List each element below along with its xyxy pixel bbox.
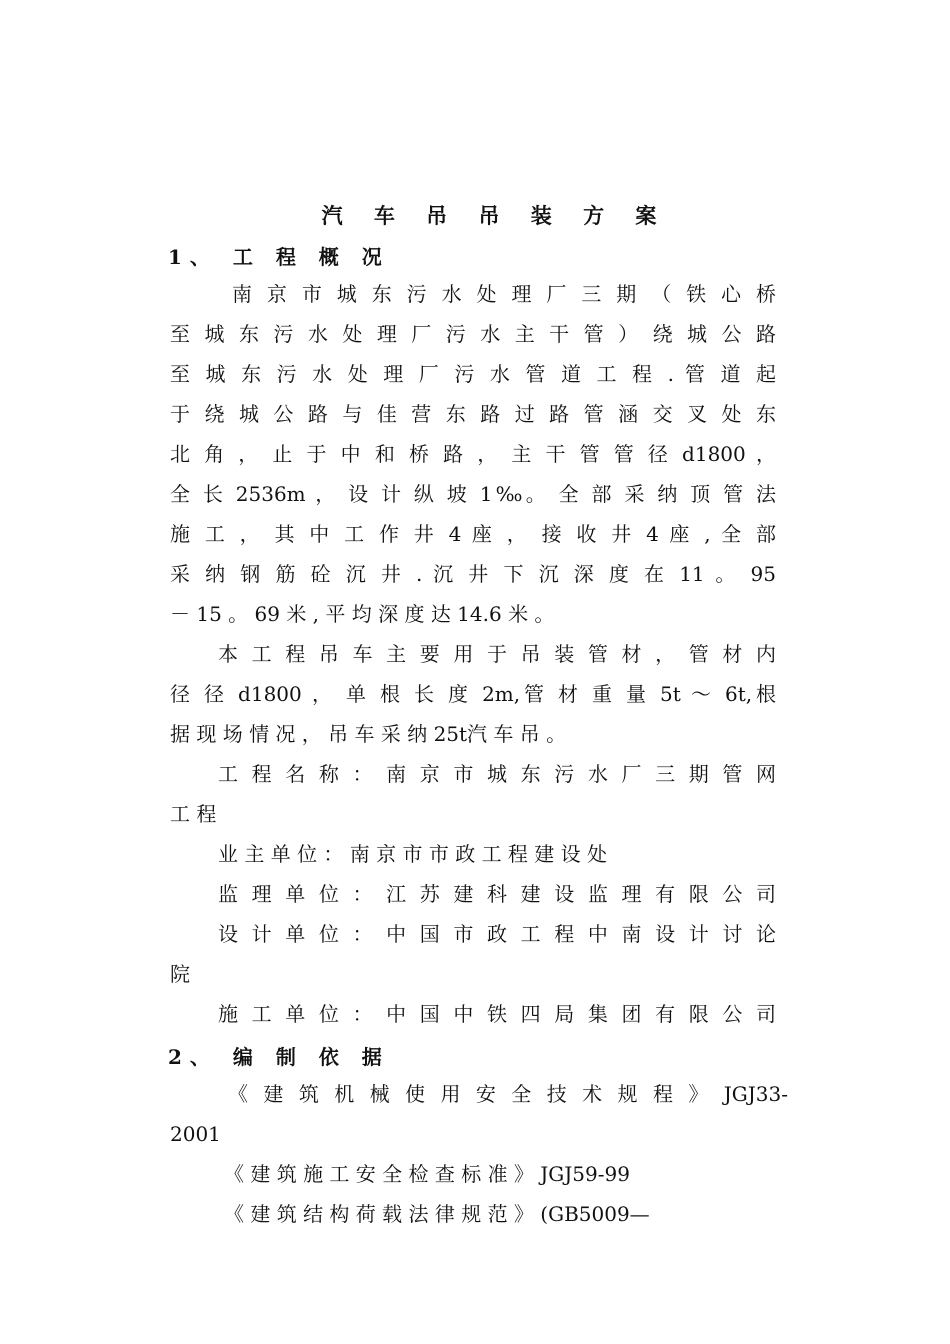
designer-line: 设 计 单 位 ： 中 国 市 政 工 程 中 南 设 计 讨 论 bbox=[218, 922, 776, 946]
paragraph-line: 于 绕 城 公 路 与 佳 营 东 路 过 路 管 涵 交 叉 处 东 bbox=[170, 402, 776, 426]
paragraph-line: 至 城 东 污 水 处 理 厂 污 水 管 道 工 程 . 管 道 起 bbox=[170, 362, 776, 386]
paragraph-line: － 15 。 69 米 , 平 均 深 度 达 14.6 米 。 bbox=[170, 602, 555, 626]
reference-line: 2001 bbox=[170, 1122, 221, 1146]
section-2-heading: 2、 编 制 依 据 bbox=[168, 1045, 390, 1069]
paragraph-line: 径 径 d1800 ， 单 根 长 度 2m,管 材 重 量 5t ～ 6t,根 bbox=[170, 682, 776, 706]
paragraph-line: 据 现 场 情 况 ， 吊 车 采 纳 25t汽 车 吊 。 bbox=[170, 722, 567, 746]
project-name-line: 工 程 bbox=[170, 802, 217, 826]
paragraph-line: 全 长 2536m ， 设 计 纵 坡 1‰。 全 部 采 纳 顶 管 法 bbox=[170, 482, 776, 506]
project-name-line: 工 程 名 称 ： 南 京 市 城 东 污 水 厂 三 期 管 网 bbox=[218, 762, 776, 786]
reference-line: 《 建 筑 结 构 荷 载 法 律 规 范 》 (GB5009— bbox=[224, 1202, 650, 1226]
contractor-line: 施 工 单 位 ： 中 国 中 铁 四 局 集 团 有 限 公 司 bbox=[218, 1002, 776, 1026]
owner-line: 业 主 单 位 ： 南 京 市 市 政 工 程 建 设 处 bbox=[218, 842, 608, 866]
reference-line: 《 建 筑 机 械 使 用 安 全 技 术 规 程 》 JGJ33- bbox=[228, 1082, 788, 1106]
paragraph-line: 北 角 ， 止 于 中 和 桥 路 ， 主 干 管 管 径 d1800 ， bbox=[170, 442, 776, 466]
supervisor-line: 监 理 单 位 ： 江 苏 建 科 建 设 监 理 有 限 公 司 bbox=[218, 882, 776, 906]
section-1-heading: 1、 工 程 概 况 bbox=[168, 245, 390, 269]
paragraph-line: 南 京 市 城 东 污 水 处 理 厂 三 期 （ 铁 心 桥 bbox=[232, 282, 776, 306]
paragraph-line: 本 工 程 吊 车 主 要 用 于 吊 装 管 材 ， 管 材 内 bbox=[218, 642, 776, 666]
reference-line: 《 建 筑 施 工 安 全 检 查 标 准 》 JGJ59-99 bbox=[224, 1162, 630, 1186]
paragraph-line: 采 纳 钢 筋 砼 沉 井 . 沉 井 下 沉 深 度 在 11 。 95 bbox=[170, 562, 776, 586]
designer-line: 院 bbox=[170, 962, 190, 986]
paragraph-line: 施 工 ， 其 中 工 作 井 4 座 ， 接 收 井 4 座 , 全 部 bbox=[170, 522, 776, 546]
document-title: 汽 车 吊 吊 装 方 案 bbox=[321, 203, 669, 228]
paragraph-line: 至 城 东 污 水 处 理 厂 污 水 主 干 管 ） 绕 城 公 路 bbox=[170, 322, 776, 346]
